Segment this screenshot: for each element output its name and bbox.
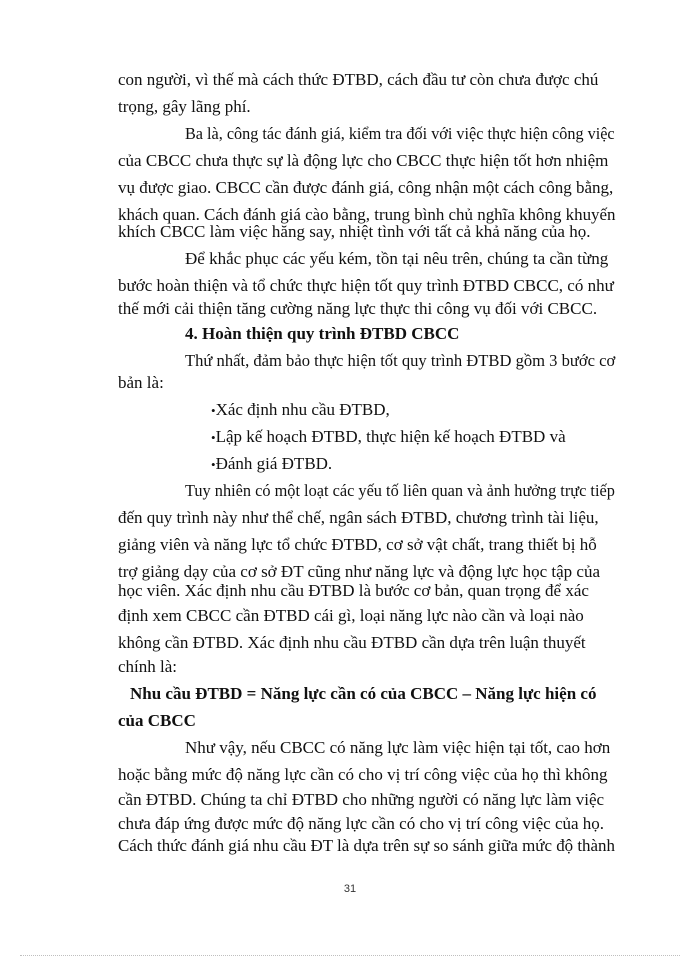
body-text-line: khách quan. Cách đánh giá cào bằng, trung bình chủ nghĩa không khuyến: [118, 205, 616, 224]
body-text-line: Tuy nhiên có một loạt các yếu tố liên quan và ảnh hưởng trực tiếp: [185, 481, 615, 500]
body-text-line: Như vậy, nếu CBCC có năng lực làm việc hiện tại tốt, cao hơn: [185, 738, 611, 757]
body-text-line: học viên. Xác định nhu cầu ĐTBD là bước cơ bản, quan trọng để xác: [118, 581, 589, 600]
body-text-line: trọng, gây lãng phí.: [118, 97, 251, 116]
section-heading: 4. Hoàn thiện quy trình ĐTBD CBCC: [185, 324, 460, 343]
body-text-line: vụ được giao. CBCC cần được đánh giá, công nhận một cách công bằng,: [118, 178, 614, 197]
bullet-text: Lập kế hoạch ĐTBD, thực hiện kế hoạch ĐTBD và: [215, 427, 566, 446]
bullet-item: [211, 427, 566, 448]
body-text-line: Để khắc phục các yếu kém, tồn tại nêu trên, chúng ta cần từng: [185, 249, 609, 268]
page-number: 31: [343, 883, 357, 895]
formula-text: của CBCC: [118, 711, 196, 730]
bullet-item: [211, 454, 332, 475]
page-bottom-divider: [20, 955, 680, 956]
body-text-line: khích CBCC làm việc hăng say, nhiệt tình với tất cả khả năng của họ.: [118, 222, 591, 241]
body-text-line: chưa đáp ứng được mức độ năng lực cần có cho vị trí công việc của họ.: [118, 814, 605, 833]
body-text-line: cần ĐTBD. Chúng ta chỉ ĐTBD cho những người có năng lực làm việc: [118, 790, 605, 809]
body-text-line: bản là:: [118, 373, 164, 392]
bullet-text: Đánh giá ĐTBD.: [215, 454, 333, 473]
body-text-line: con người, vì thế mà cách thức ĐTBD, cách đầu tư còn chưa được chú: [118, 70, 599, 89]
body-text-line: thế mới cải thiện tăng cường năng lực thực thi công vụ đối với CBCC.: [118, 299, 598, 318]
body-text-line: bước hoàn thiện và tổ chức thực hiện tốt quy trình ĐTBD CBCC, có như: [118, 276, 614, 295]
body-text-line: Ba là, công tác đánh giá, kiểm tra đối với việc thực hiện công việc: [185, 124, 615, 143]
body-text-line: trợ giảng dạy của cơ sở ĐT cũng như năng lực và động lực học tập của: [118, 562, 600, 581]
bullet-icon: •: [211, 430, 216, 445]
body-text-line: không cần ĐTBD. Xác định nhu cầu ĐTBD cần dựa trên luận thuyết: [118, 633, 586, 652]
bullet-item: [211, 400, 390, 421]
body-text-line: Thứ nhất, đảm bảo thực hiện tốt quy trình ĐTBD gồm 3 bước cơ: [185, 351, 616, 370]
bullet-text: Xác định nhu cầu ĐTBD,: [215, 400, 390, 419]
formula-text: Nhu cầu ĐTBD = Năng lực cần có của CBCC – Năng lực hiện có: [130, 684, 597, 703]
bullet-icon: •: [211, 403, 216, 418]
body-text-line: Cách thức đánh giá nhu cầu ĐT là dựa trên sự so sánh giữa mức độ thành: [118, 836, 615, 855]
body-text-line: giảng viên và năng lực tổ chức ĐTBD, cơ sở vật chất, trang thiết bị hỗ: [118, 535, 597, 554]
bullet-icon: •: [211, 457, 216, 472]
body-text-line: đến quy trình này như thể chế, ngân sách ĐTBD, chương trình tài liệu,: [118, 508, 599, 527]
body-text-line: định xem CBCC cần ĐTBD cái gì, loại năng lực nào cần và loại nào: [118, 606, 584, 625]
body-text-line: chính là:: [118, 657, 178, 676]
body-text-line: của CBCC chưa thực sự là động lực cho CBCC thực hiện tốt hơn nhiệm: [118, 151, 609, 170]
body-text-line: hoặc bằng mức độ năng lực cần có cho vị trí công việc của họ thì không: [118, 765, 608, 784]
